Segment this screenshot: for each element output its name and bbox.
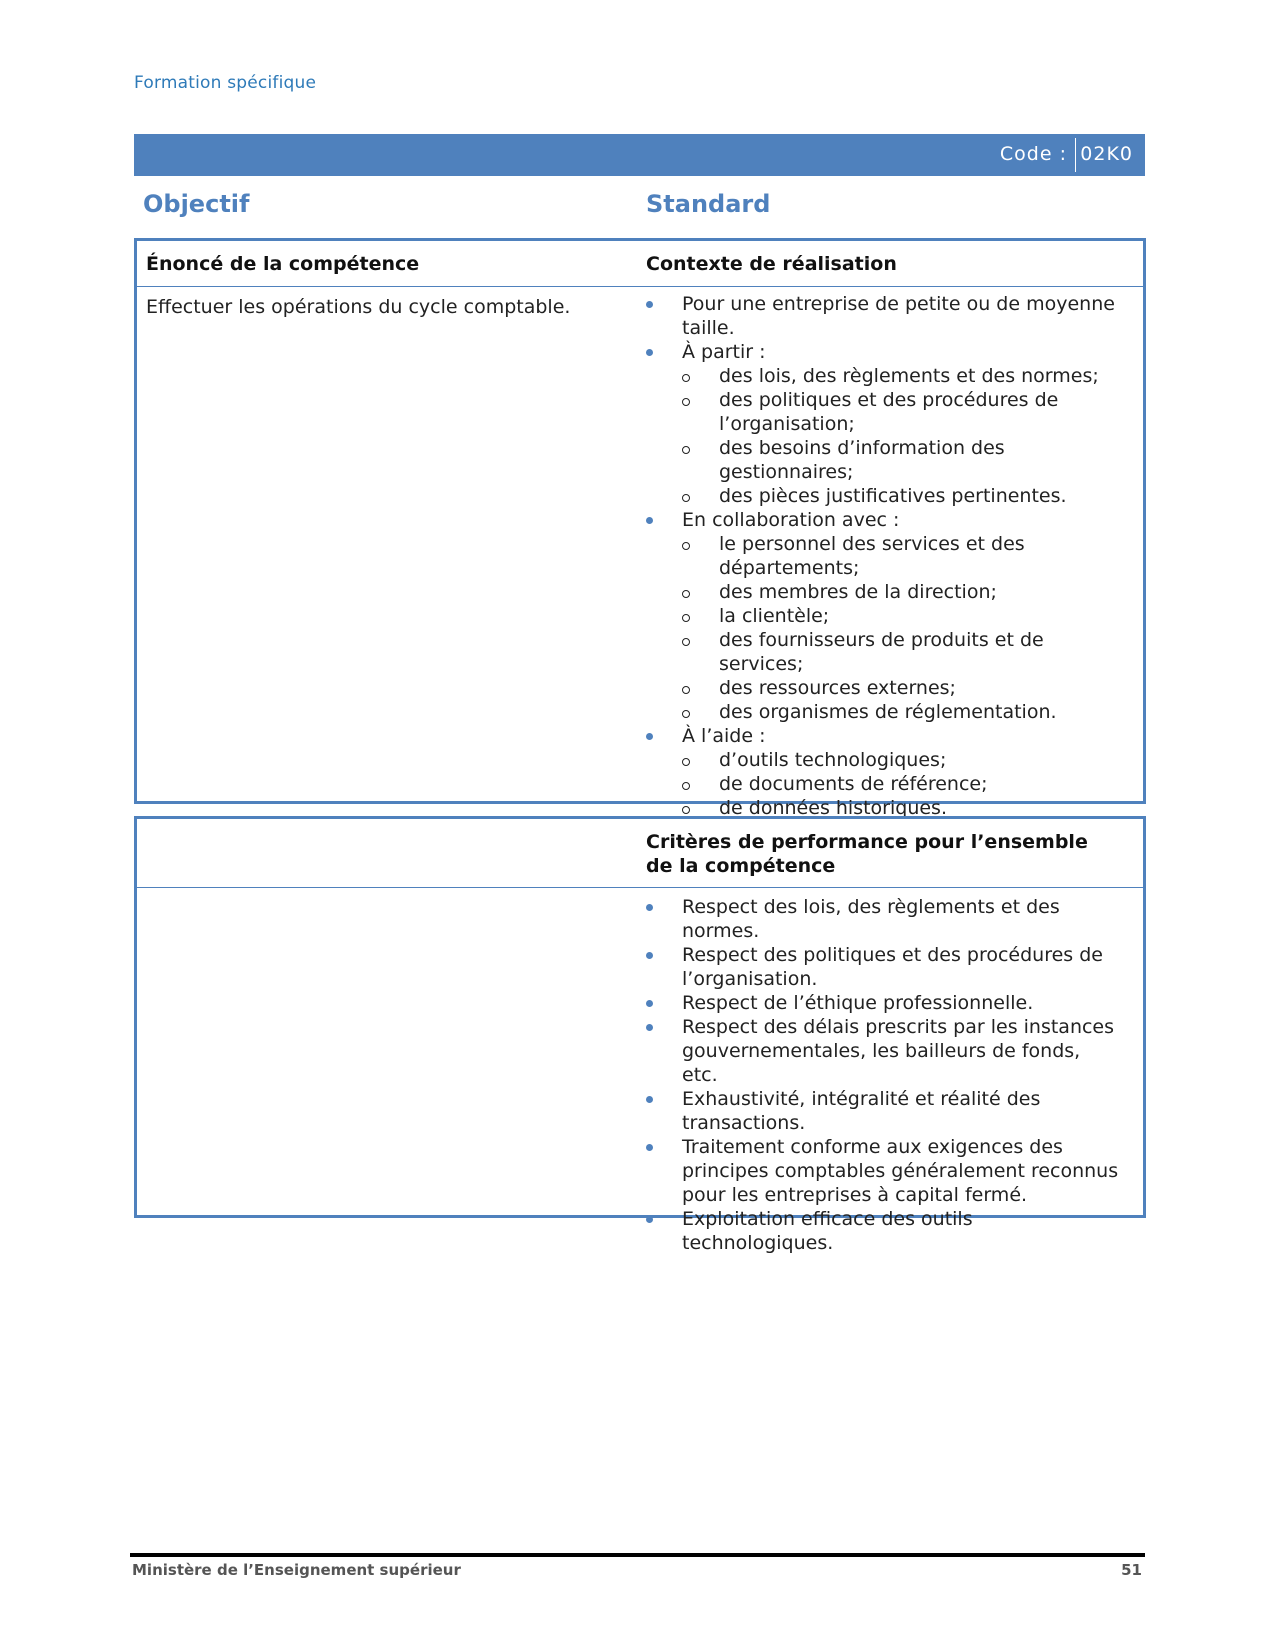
- context-subitem: [682, 484, 1126, 508]
- context-subitem-text: la clientèle;: [719, 605, 830, 627]
- context-subitem: [682, 628, 1126, 676]
- bullet-icon: [646, 349, 653, 356]
- circle-bullet-icon: [682, 614, 690, 622]
- context-subitem: [682, 676, 1126, 700]
- context-subitem: [682, 364, 1126, 388]
- circle-bullet-icon: [682, 374, 690, 382]
- context-header: Contexte de réalisation: [646, 253, 897, 275]
- criteria-item-text: Exploitation efficace des outils technologiques.: [682, 1208, 973, 1254]
- bullet-icon: [646, 517, 653, 524]
- criteria-item-text: Traitement conforme aux exigences des principes comptables généralement reconnus pour les entreprises à capital fermé.: [682, 1136, 1119, 1206]
- context-item-text: À l’aide :: [682, 725, 766, 747]
- context-subitem-text: de documents de référence;: [719, 773, 988, 795]
- bullet-icon: [646, 1096, 653, 1103]
- circle-bullet-icon: [682, 806, 690, 814]
- context-subitem-text: des lois, des règlements et des normes;: [719, 365, 1099, 387]
- context-item-text: En collaboration avec :: [682, 509, 900, 531]
- header-divider: [137, 887, 1143, 888]
- standard-title: Standard: [646, 190, 771, 218]
- criteria-item-text: Respect de l’éthique professionnelle.: [682, 992, 1034, 1014]
- bullet-icon: [646, 952, 653, 959]
- code-value: 02K0: [1080, 143, 1133, 165]
- context-subitem-text: des ressources externes;: [719, 677, 956, 699]
- context-sublist: [682, 532, 1126, 724]
- context-item-text: À partir :: [682, 341, 766, 363]
- bullet-icon: [646, 1000, 653, 1007]
- objectif-title: Objectif: [143, 190, 250, 218]
- code-separator: [1075, 138, 1076, 172]
- context-subitem-text: des membres de la direction;: [719, 581, 997, 603]
- criteria-item: [646, 991, 1121, 1015]
- competence-statement: Effectuer les opérations du cycle comptable.: [146, 296, 571, 318]
- criteria-header-line1: Critères de performance pour l’ensemble: [646, 831, 1088, 853]
- criteria-table: [134, 816, 1146, 1254]
- footer-rule: [130, 1553, 1145, 1557]
- context-list: [646, 292, 1126, 820]
- circle-bullet-icon: [682, 542, 690, 550]
- context-sublist: [682, 364, 1126, 508]
- circle-bullet-icon: [682, 710, 690, 718]
- context-subitem-text: des organismes de réglementation.: [719, 701, 1057, 723]
- bullet-icon: [646, 301, 653, 308]
- context-subitem: [682, 700, 1126, 724]
- circle-bullet-icon: [682, 782, 690, 790]
- criteria-header-line2: de la compétence: [646, 855, 836, 877]
- context-subitem-text: des politiques et des procédures de l’organisation;: [719, 389, 1059, 435]
- circle-bullet-icon: [682, 494, 690, 502]
- code-label: Code :: [999, 143, 1067, 165]
- criteria-item: [646, 943, 1121, 991]
- bullet-icon: [646, 1144, 653, 1151]
- context-sublist: [682, 748, 1126, 820]
- context-item: [646, 292, 1126, 340]
- circle-bullet-icon: [682, 758, 690, 766]
- context-subitem: [682, 604, 1126, 628]
- circle-bullet-icon: [682, 638, 690, 646]
- criteria-item: [646, 1015, 1121, 1087]
- criteria-item: [646, 1135, 1121, 1207]
- context-item-text: Pour une entreprise de petite ou de moyenne taille.: [682, 293, 1115, 339]
- criteria-item: [646, 1207, 1121, 1255]
- context-subitem-text: des besoins d’information des gestionnaires;: [719, 437, 1005, 483]
- bullet-icon: [646, 904, 653, 911]
- context-item: [646, 724, 1126, 820]
- context-subitem: [682, 388, 1126, 436]
- code-bar: [134, 134, 1145, 176]
- criteria-item-text: Respect des lois, des règlements et des normes.: [682, 896, 1060, 942]
- context-subitem: [682, 748, 1126, 772]
- criteria-item: [646, 1087, 1121, 1135]
- bullet-icon: [646, 733, 653, 740]
- page-number: 51: [1121, 1561, 1142, 1579]
- context-subitem-text: d’outils technologiques;: [719, 749, 947, 771]
- bullet-icon: [646, 1216, 653, 1223]
- competence-table: [134, 238, 1146, 819]
- context-subitem-text: des pièces justificatives pertinentes.: [719, 485, 1067, 507]
- circle-bullet-icon: [682, 686, 690, 694]
- context-item: [646, 340, 1126, 508]
- criteria-header: [646, 830, 1088, 878]
- criteria-item-text: Respect des délais prescrits par les instances gouvernementales, les bailleurs de fonds, etc.: [682, 1016, 1115, 1086]
- circle-bullet-icon: [682, 398, 690, 406]
- section-header: Formation spécifique: [134, 73, 317, 93]
- context-subitem: [682, 532, 1126, 580]
- context-item: [646, 508, 1126, 724]
- footer-ministry: Ministère de l’Enseignement supérieur: [132, 1561, 461, 1579]
- bullet-icon: [646, 1024, 653, 1031]
- criteria-list: [646, 895, 1121, 1255]
- header-divider: [137, 286, 1143, 287]
- criteria-item: [646, 895, 1121, 943]
- criteria-item-text: Exhaustivité, intégralité et réalité des transactions.: [682, 1088, 1041, 1134]
- context-subitem: [682, 772, 1126, 796]
- circle-bullet-icon: [682, 446, 690, 454]
- circle-bullet-icon: [682, 590, 690, 598]
- context-subitem: [682, 580, 1126, 604]
- context-subitem-text: des fournisseurs de produits et de services;: [719, 629, 1044, 675]
- criteria-item-text: Respect des politiques et des procédures de l’organisation.: [682, 944, 1103, 990]
- context-subitem: [682, 436, 1126, 484]
- context-subitem-text: de données historiques.: [719, 797, 947, 819]
- competence-statement-header: Énoncé de la compétence: [146, 253, 420, 275]
- context-subitem-text: le personnel des services et des départements;: [719, 533, 1025, 579]
